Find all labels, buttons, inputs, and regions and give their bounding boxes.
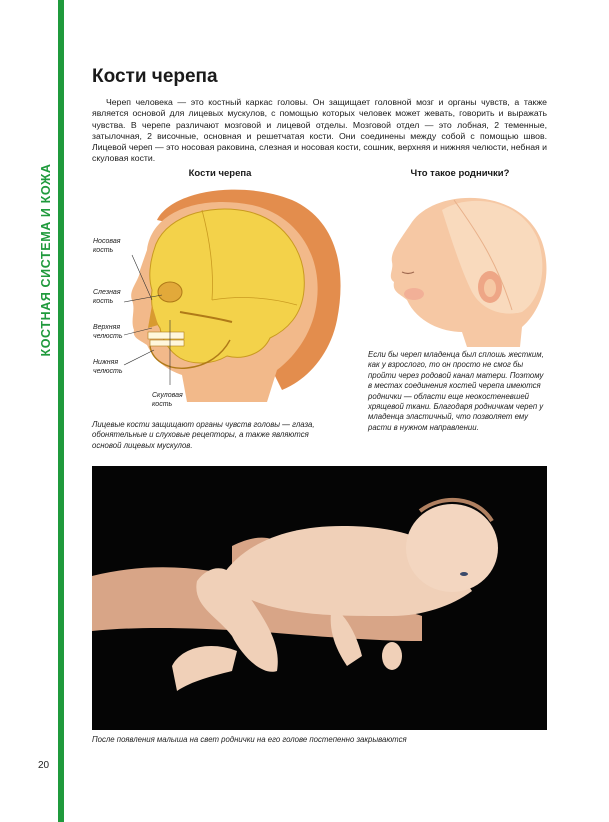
label-upper-jaw: Верхняя челюсть bbox=[93, 324, 123, 340]
section-title: КОСТНАЯ СИСТЕМА И КОЖА bbox=[39, 163, 53, 357]
label-nasal-bone: Носовая кость bbox=[93, 238, 121, 254]
baby-photo bbox=[92, 466, 547, 730]
page-number: 20 bbox=[38, 760, 50, 771]
label-zygomatic-bone: Скуловая кость bbox=[152, 392, 183, 408]
fontanel-caption: Если бы череп младенца был сплошь жестким, как у взрослого, то он просто не смог бы пройти через родовой канал матери. Поэтому в местах соединения костей черепа имеются роднички — области еще неокостеневшей хрящевой ткани. Благодаря родничкам череп у младенца эластичный, что позволяет ему расти в нужном направлении. bbox=[368, 350, 544, 432]
baby-head-illustration bbox=[372, 182, 552, 347]
article-intro: Череп человека — это костный каркас головы. Он защищает головной мозг и органы чувств, а также является основой для лицевых мускулов, с помощью которых человек может жевать, говорить и выражать чувства. В черепе различают мозговой и лицевой отделы. Мозговой отдел — это лобная, 2 теменные, затылочная, 2 височные, основная и решетчатая кости. Они соединены между собой с помощью швов. Лицевой череп — это носовая раковина, слезная и носовая кости, сошник, верхняя и нижняя челюсти, небная и скуловая кости. bbox=[92, 97, 548, 164]
section-side-label bbox=[34, 163, 54, 357]
skull-caption: Лицевые кости защищают органы чувств головы — глаза, обонятельные и слуховые рецепторы, а также являются основой лицевых мускулов. bbox=[92, 420, 315, 450]
label-lower-jaw: Нижняя челюсть bbox=[93, 359, 123, 375]
label-lacrimal-bone: Слезная кость bbox=[93, 289, 121, 305]
fontanel-figure-title: Что такое роднички? bbox=[410, 168, 510, 179]
article-title: Кости черепа bbox=[92, 66, 218, 87]
photo-caption: После появления малыша на свет роднички на его голове постепенно закрываются bbox=[92, 735, 407, 744]
skull-figure-title: Кости черепа bbox=[188, 168, 252, 179]
green-margin-bar bbox=[58, 0, 64, 822]
